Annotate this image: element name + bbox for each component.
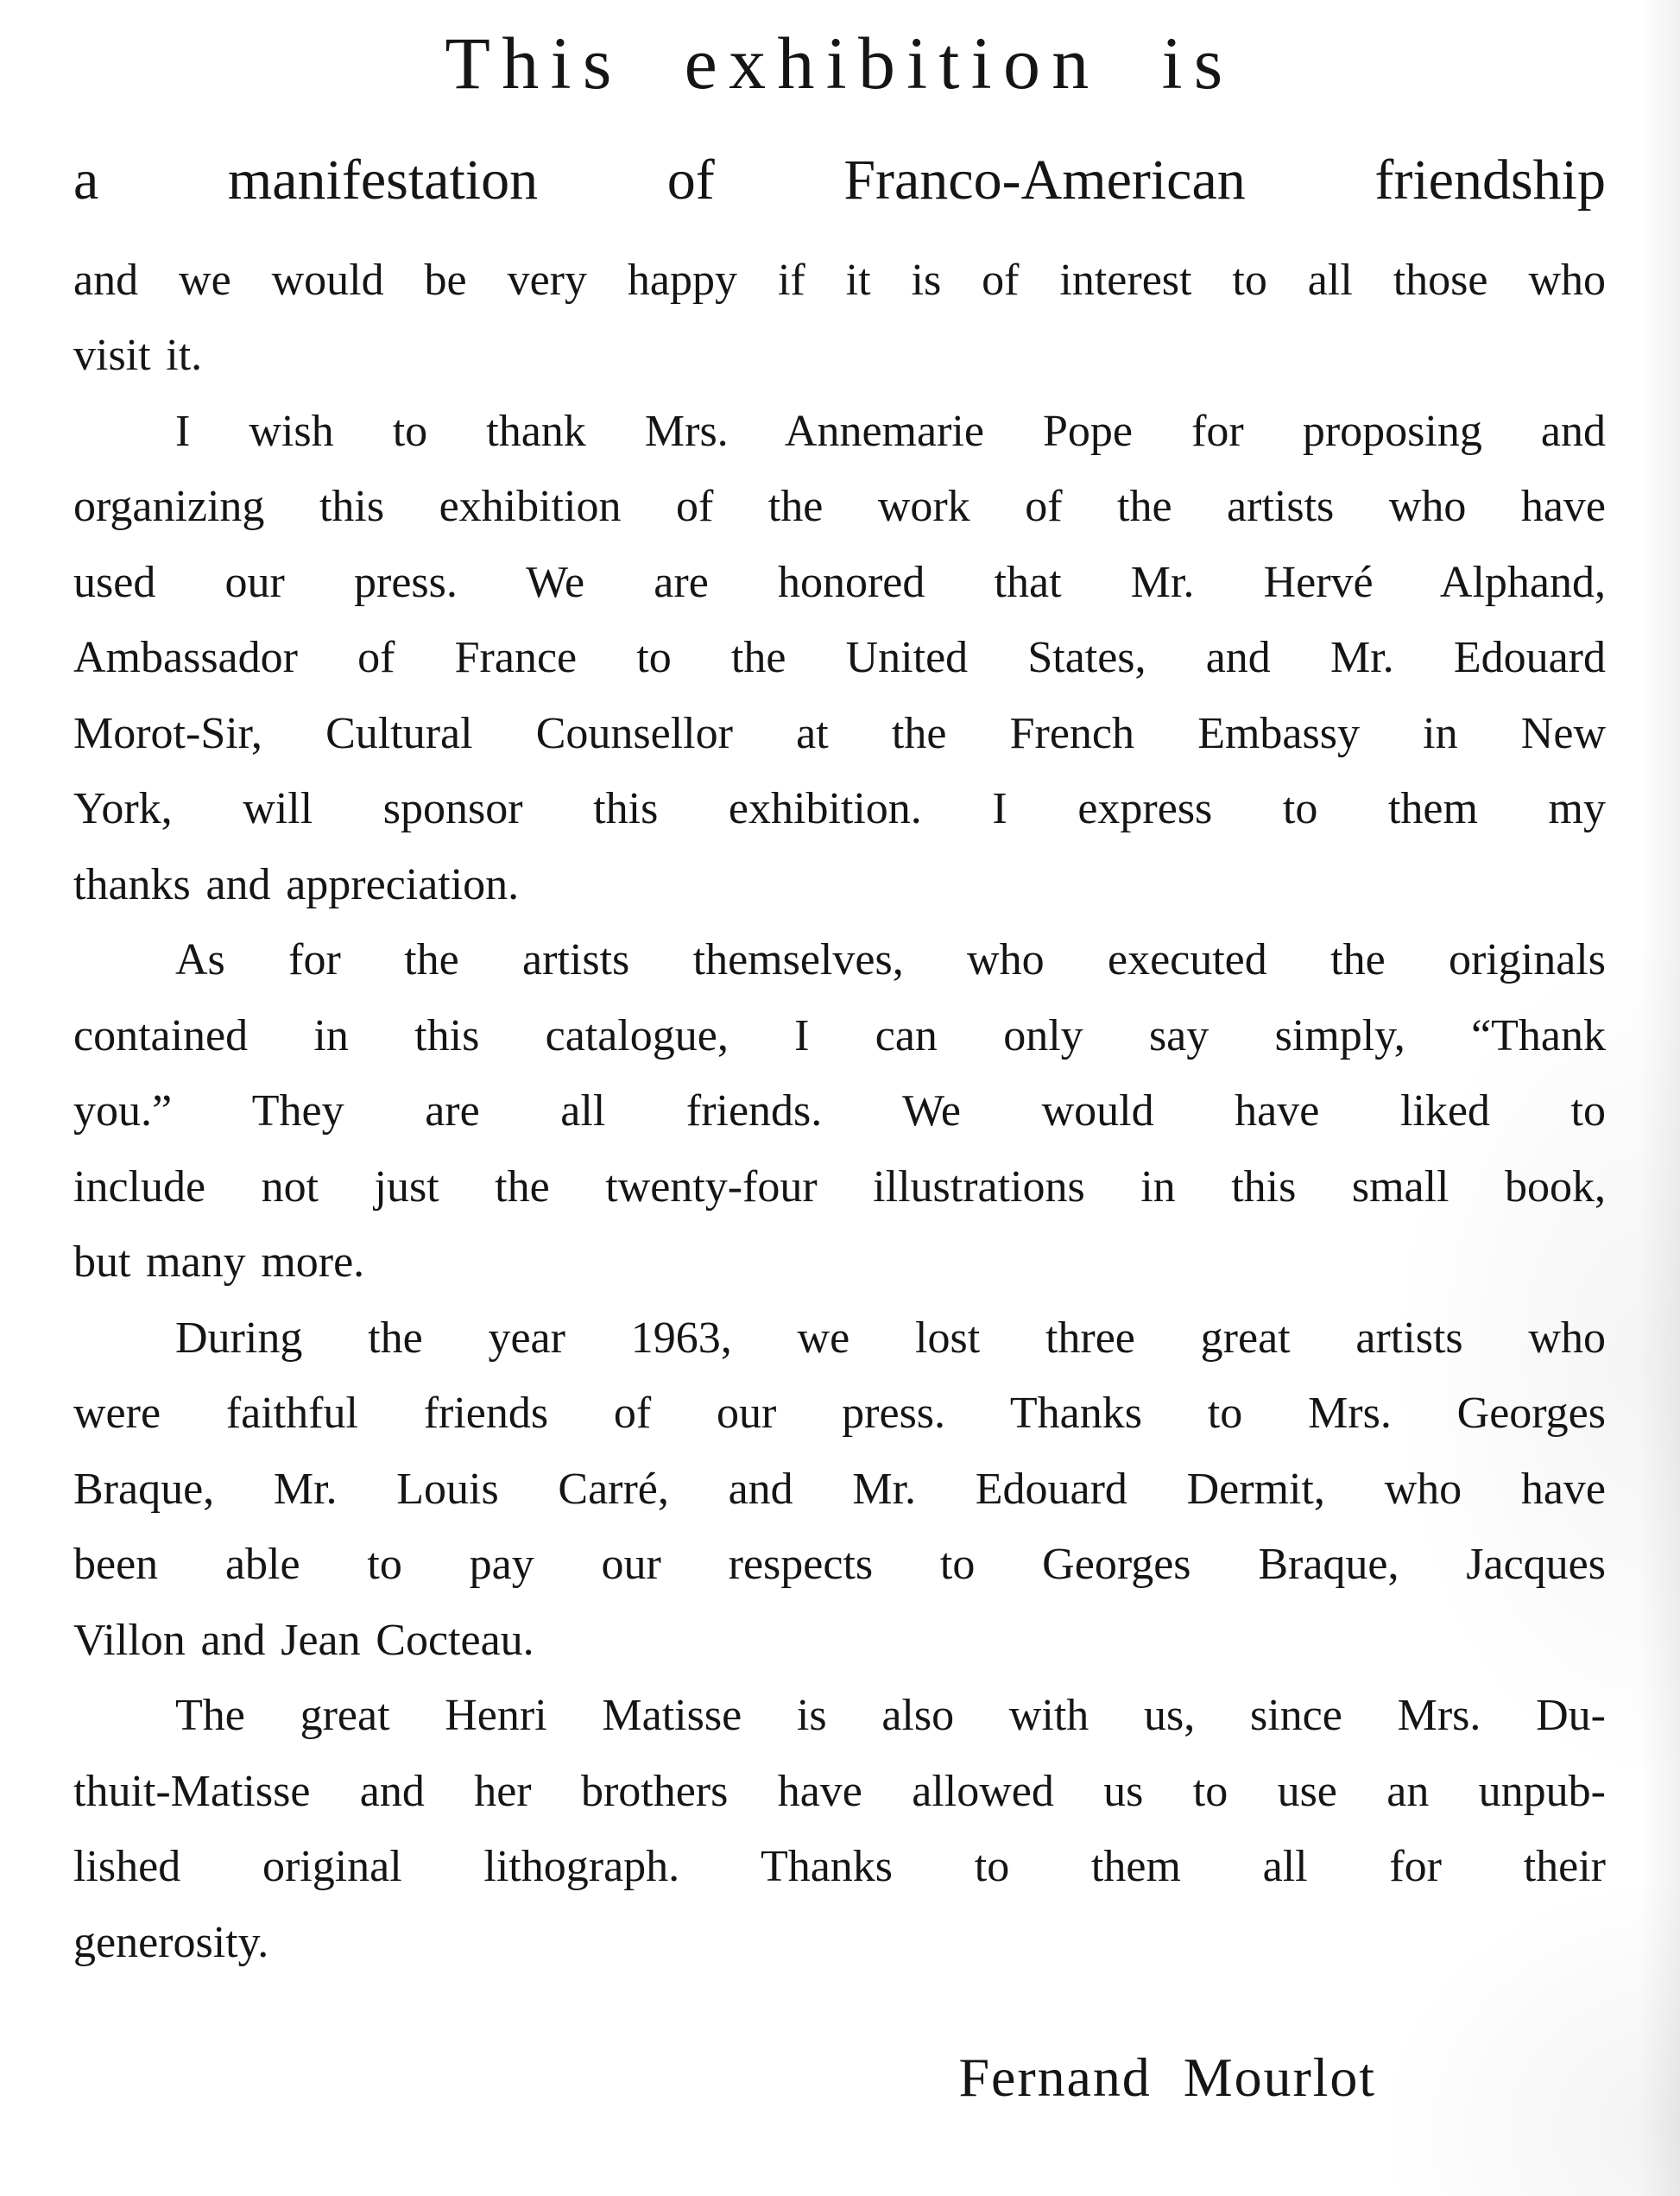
text-line: York, will sponsor this exhibition. I express to them my <box>73 784 1606 834</box>
page-title: This exhibition is <box>445 22 1235 104</box>
signature: Fernand Mourlot <box>958 2047 1376 2109</box>
text-line: include not just the twenty-four illustrations in this small book, <box>73 1161 1606 1212</box>
text-line: Morot-Sir, Cultural Counsellor at the French Embassy in New <box>73 708 1606 758</box>
text-line: and we would be very happy if it is of interest to all those who <box>73 255 1606 305</box>
page-subtitle: a manifestation of Franco-American friendship <box>73 148 1606 212</box>
text-line: were faithful friends of our press. Thanks to Mrs. Georges <box>73 1389 1606 1439</box>
paragraph <box>73 243 1606 394</box>
paragraph <box>73 922 1606 1301</box>
text-line: Villon and Jean Cocteau. <box>73 1615 534 1665</box>
text-line: lished original lithograph. Thanks to them all for their <box>73 1842 1606 1892</box>
text-line: During the year 1963, we lost three great artists who <box>175 1313 1606 1363</box>
text-line: thuit-Matisse and her brothers have allowed us to use an unpub- <box>73 1766 1606 1816</box>
paragraph <box>73 1301 1606 1679</box>
text-line: generosity. <box>73 1917 269 1967</box>
text-line: but many more. <box>73 1237 365 1288</box>
body-paragraphs <box>73 243 1606 1981</box>
text-line: used our press. We are honored that Mr. Hervé Alphand, <box>73 557 1606 607</box>
paragraph <box>73 1678 1606 1980</box>
text-line: contained in this catalogue, I can only say simply, “Thank <box>73 1010 1606 1060</box>
text-line: Braque, Mr. Louis Carré, and Mr. Edouard Dermit, who have <box>73 1464 1606 1514</box>
text-line: organizing this exhibition of the work of the artists who have <box>73 482 1606 532</box>
page-content <box>0 21 1680 2110</box>
paragraph <box>73 394 1606 923</box>
text-line: As for the artists themselves, who executed the originals <box>175 935 1606 985</box>
text-line: The great Henri Matisse is also with us, since Mrs. Du- <box>175 1691 1606 1741</box>
text-line: been able to pay our respects to Georges Braque, Jacques <box>73 1540 1606 1590</box>
text-line: visit it. <box>73 331 203 381</box>
text-line: Ambassador of France to the United States, and Mr. Edouard <box>73 633 1606 683</box>
text-line: thanks and appreciation. <box>73 859 520 909</box>
text-line: I wish to thank Mrs. Annemarie Pope for proposing and <box>175 406 1606 456</box>
text-line: you.” They are all friends. We would have liked to <box>73 1086 1606 1136</box>
